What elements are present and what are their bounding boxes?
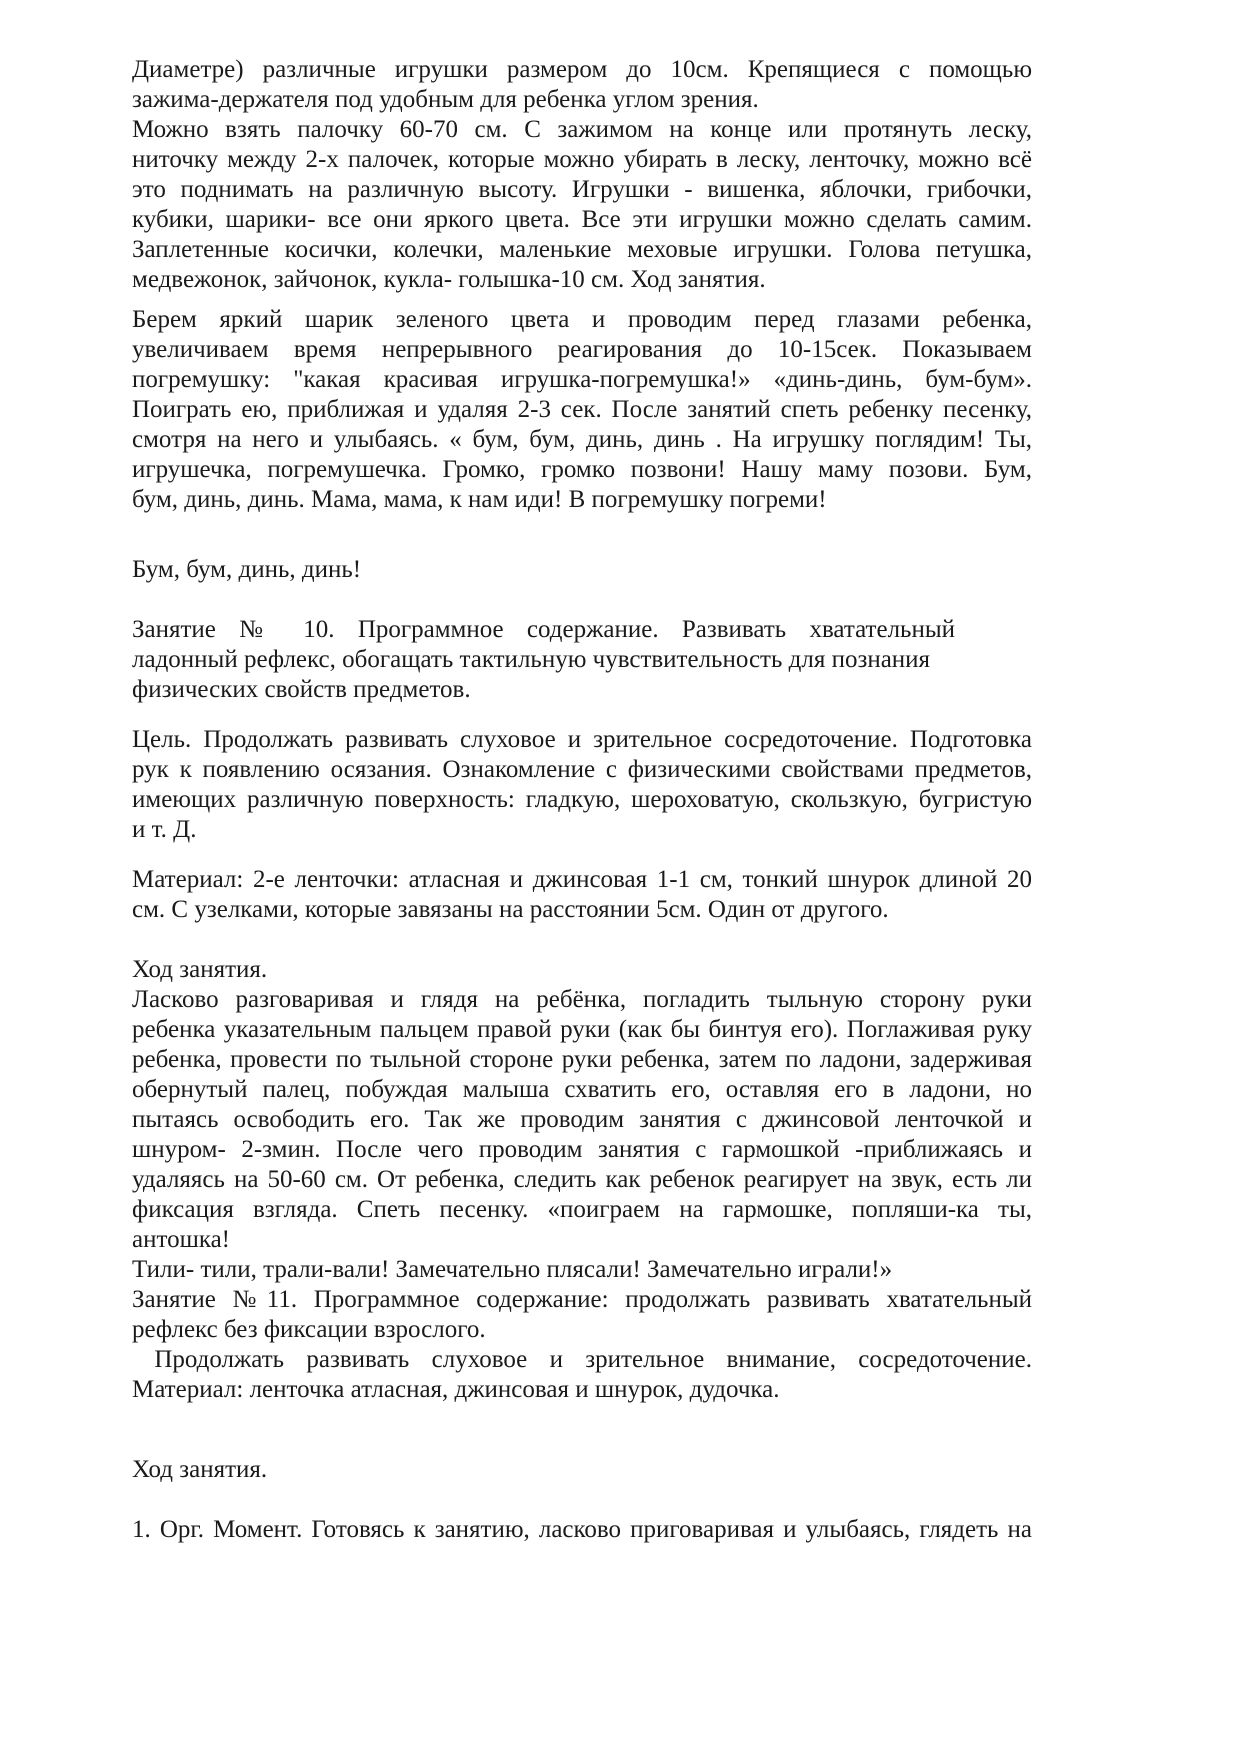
text-line: погремушку: "какая красивая игрушка-погремушка!» «динь-динь, бум-бум». — [132, 366, 1032, 393]
text-line: рефлекс без фиксации взрослого. — [132, 1316, 486, 1343]
text-line: Продолжать развивать слуховое и зрительное внимание, сосредоточение. — [132, 1346, 1032, 1373]
paragraph-toys-size — [132, 55, 1032, 115]
text-line: Бум, бум, динь, динь! — [132, 556, 362, 583]
text-line: Материал: 2-е ленточки: атласная и джинсовая 1-1 см, тонкий шнурок длиной 20 — [132, 866, 1032, 893]
text-line: зажима-держателя под удобным для ребенка углом зрения. — [132, 86, 759, 113]
text-line: медвежонок, зайчонок, кукла- голышка-10 см. Ход занятия. — [132, 266, 766, 293]
text-line: имеющих различную поверхность: гладкую, шероховатую, скользкую, бугристую — [132, 786, 1032, 813]
text-line: ребенка, провести по тыльной стороне руки ребенка, затем по ладони, задерживая — [132, 1046, 1032, 1073]
text-line: Заплетенные косички, колечки, маленькие меховые игрушки. Голова петушка, — [132, 236, 1032, 263]
text-line: фиксация взгляда. Спеть песенку. «поиграем на гармошке, попляши-ка ты, — [132, 1196, 1032, 1223]
text-line: Цель. Продолжать развивать слуховое и зрительное сосредоточение. Подготовка — [132, 726, 1032, 753]
text-line: ладонный рефлекс, обогащать тактильную чувствительность для познания — [132, 646, 931, 673]
text-line: Берем яркий шарик зеленого цвета и проводим перед глазами ребенка, — [132, 306, 1032, 333]
text-line: игрушечка, погремушечка. Громко, громко позвони! Нашу маму позови. Бум, — [132, 456, 1032, 483]
paragraph-material — [132, 865, 1032, 925]
text-line: пытаясь освободить его. Так же проводим занятия с джинсовой ленточкой и — [132, 1106, 1032, 1133]
text-line: Тили- тили, трали-вали! Замечательно плясали! Замечательно играли!» — [132, 1256, 893, 1283]
text-line: бум, динь, динь. Мама, мама, к нам иди! В погремушку погреми! — [132, 486, 827, 513]
text-line: и т. Д. — [132, 816, 197, 843]
text-line: рук к появлению осязания. Ознакомление с физическими свойствами предметов, — [132, 756, 1032, 783]
text-line: обернутый палец, побуждая малыша схватить его, оставляя его в ладони, но — [132, 1076, 1032, 1103]
text-line: Можно взять палочку 60-70 см. С зажимом на конце или протянуть леску, — [132, 116, 1032, 143]
text-line: см. С узелками, которые завязаны на расстоянии 5см. Один от другого. — [132, 896, 889, 923]
text-line: кубики, шарики- все они яркого цвета. Все эти игрушки можно сделать самим. — [132, 206, 1032, 233]
text-line: физических свойств предметов. — [132, 676, 471, 703]
paragraph-org-moment — [132, 1515, 1032, 1545]
text-line: 1. Орг. Момент. Готовясь к занятию, ласково приговаривая и улыбаясь, глядеть на — [132, 1516, 1032, 1543]
paragraph-lesson-course — [132, 955, 1032, 1405]
text-line: Ход занятия. — [132, 1456, 268, 1483]
text-line: шнуром- 2-змин. После чего проводим занятия с гармошкой -приближаясь и — [132, 1136, 1032, 1163]
text-line: Поиграть ею, приближая и удаляя 2-3 сек. После занятий спеть ребенку песенку, — [132, 396, 1032, 423]
text-line: Материал: ленточка атласная, джинсовая и шнурок, дудочка. — [132, 1376, 780, 1403]
text-line: Ход занятия. — [132, 956, 268, 983]
text-line: Занятие №11. Программное содержание: продолжать развивать хватательный — [132, 1286, 1032, 1313]
paragraph-stick-toys — [132, 115, 1032, 295]
text-line: смотря на него и улыбаясь. « бум, бум, динь, динь . На игрушку поглядим! Ты, — [132, 426, 1032, 453]
text-line: Ласково разговаривая и глядя на ребёнка, погладить тыльную сторону руки — [132, 986, 1032, 1013]
text-line: это поднимать на различную высоту. Игрушки - вишенка, яблочки, грибочки, — [132, 176, 1032, 203]
paragraph-goal — [132, 725, 1032, 845]
text-line: удаляясь на 50-60 см. От ребенка, следить как ребенок реагирует на звук, есть ли — [132, 1166, 1032, 1193]
paragraph-lesson-10 — [132, 615, 955, 705]
text-line: увеличиваем время непрерывного реагирования до 10-15сек. Показываем — [132, 336, 1032, 363]
paragraph-course-heading — [132, 1455, 1032, 1485]
text-line: ребенка указательным пальцем правой руки (как бы бинтуя его). Поглаживая руку — [132, 1016, 1032, 1043]
text-line: Занятие № 10. Программное содержание. Развивать хватательный — [132, 616, 955, 643]
paragraph-green-ball — [132, 305, 1032, 515]
text-line: Диаметре) различные игрушки размером до 10см. Крепящиеся с помощью — [132, 56, 1032, 83]
text-line: антошка! — [132, 1226, 231, 1253]
text-line: ниточку между 2-х палочек, которые можно убирать в леску, ленточку, можно всё — [132, 146, 1032, 173]
paragraph-song-line — [132, 555, 1032, 585]
